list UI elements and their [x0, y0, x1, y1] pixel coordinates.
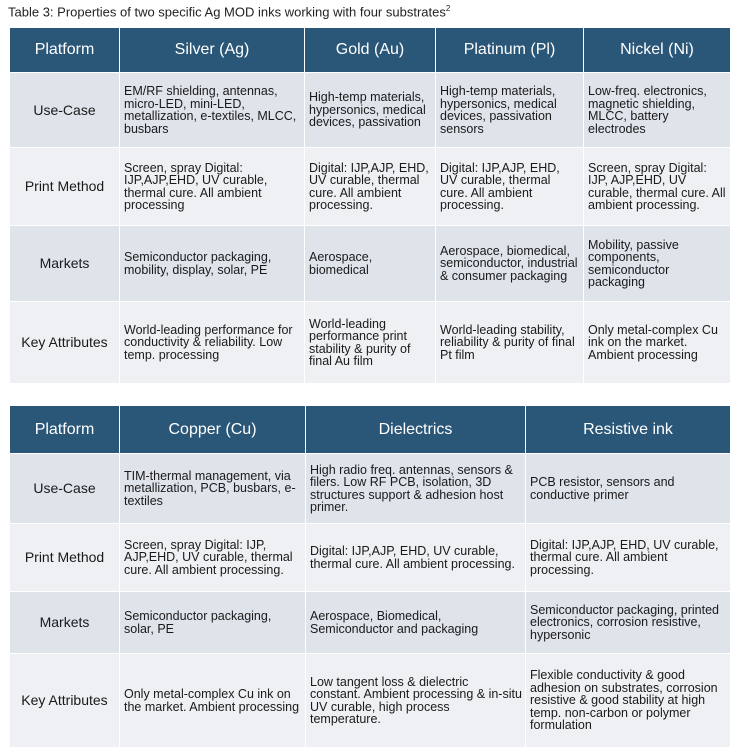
caption-footnote: 2 [445, 4, 451, 13]
table-cell: Aerospace, Biomedical, Semiconductor and packaging [306, 592, 526, 654]
table-row-markets [10, 592, 731, 654]
caption-text: Table 3: Properties of two specific Ag MOD inks working with four substrates [8, 4, 446, 20]
table-cell: Screen, spray Digital: IJP, AJP,EHD, UV curable, thermal cure. All ambient processing. [584, 148, 731, 226]
header-gold: Gold (Au) [305, 28, 436, 73]
header-dielectrics: Dielectrics [306, 406, 526, 454]
table-cell: Aerospace, biomedical [305, 226, 436, 302]
table-cell: TIM-thermal management, via metallization, PCB, busbars, e-textiles [120, 454, 306, 524]
header-platinum: Platinum (Pl) [436, 28, 584, 73]
table-cell: Mobility, passive components, semiconductor packaging [584, 226, 731, 302]
header-platform: Platform [10, 28, 120, 73]
table-cell: Semiconductor packaging, solar, PE [120, 592, 306, 654]
table-cell: Aerospace, biomedical, semiconductor, industrial & consumer packaging [436, 226, 584, 302]
table-cell: High-temp materials, hypersonics, medical devices, passivation sensors [436, 73, 584, 148]
table-cell: PCB resistor, sensors and conductive primer [526, 454, 731, 524]
table-caption [8, 4, 450, 19]
table-cell: Digital: IJP,AJP, EHD, UV curable, thermal cure. All ambient processing. [306, 524, 526, 592]
table-row-key-attributes [10, 302, 731, 384]
properties-table-1 [9, 27, 731, 384]
row-label: Key Attributes [10, 654, 120, 748]
table-row-key-attributes [10, 654, 731, 748]
row-label: Use-Case [10, 454, 120, 524]
table-cell: Digital: IJP,AJP, EHD, UV curable, thermal cure. All ambient processing. [436, 148, 584, 226]
table-cell: World-leading performance print stability & purity of final Au film [305, 302, 436, 384]
table-cell: World-leading performance for conductivity & reliability. Low temp. processing [120, 302, 305, 384]
table-cell: Low-freq. electronics, magnetic shielding, MLCC, battery electrodes [584, 73, 731, 148]
table-cell: Digital: IJP,AJP, EHD, UV curable, thermal cure. All ambient processing. [526, 524, 731, 592]
header-copper: Copper (Cu) [120, 406, 306, 454]
properties-table-2 [9, 405, 731, 748]
table-cell: Flexible conductivity & good adhesion on substrates, corrosion resistive & good stability at high temp. non-carbon or polymer formulation [526, 654, 731, 748]
header-row [10, 28, 731, 73]
table-row-print-method [10, 524, 731, 592]
header-nickel: Nickel (Ni) [584, 28, 731, 73]
table-cell: Screen, spray Digital: IJP, AJP,EHD, UV curable, thermal cure. All ambient processing. [120, 524, 306, 592]
row-label: Use-Case [10, 73, 120, 148]
table-cell: Low tangent loss & dielectric constant. Ambient processing & in-situ UV curable, high process temperature. [306, 654, 526, 748]
table-cell: World-leading stability, reliability & purity of final Pt film [436, 302, 584, 384]
table-cell: Semiconductor packaging, printed electronics, corrosion resistive, hypersonic [526, 592, 731, 654]
row-label: Markets [10, 592, 120, 654]
table-row-print-method [10, 148, 731, 226]
table-cell: EM/RF shielding, antennas, micro-LED, mini-LED, metallization, e-textiles, MLCC, busbars [120, 73, 305, 148]
table-cell: High radio freq. antennas, sensors & filers. Low RF PCB, isolation, 3D structures support & adhesion host primer. [306, 454, 526, 524]
table-cell: Only metal-complex Cu ink on the market. Ambient processing [120, 654, 306, 748]
row-label: Print Method [10, 524, 120, 592]
row-label: Markets [10, 226, 120, 302]
table-cell: High-temp materials, hypersonics, medical devices, passivation [305, 73, 436, 148]
table-row-markets [10, 226, 731, 302]
header-resistive-ink: Resistive ink [526, 406, 731, 454]
row-label: Key Attributes [10, 302, 120, 384]
table-row-use-case [10, 73, 731, 148]
header-platform: Platform [10, 406, 120, 454]
table-cell: Only metal-complex Cu ink on the market. Ambient processing [584, 302, 731, 384]
table-cell: Semiconductor packaging, mobility, display, solar, PE [120, 226, 305, 302]
table-cell: Screen, spray Digital: IJP,AJP,EHD, UV curable, thermal cure. All ambient processing [120, 148, 305, 226]
table-cell: Digital: IJP,AJP, EHD, UV curable, thermal cure. All ambient processing. [305, 148, 436, 226]
header-row [10, 406, 731, 454]
row-label: Print Method [10, 148, 120, 226]
header-silver: Silver (Ag) [120, 28, 305, 73]
table-row-use-case [10, 454, 731, 524]
